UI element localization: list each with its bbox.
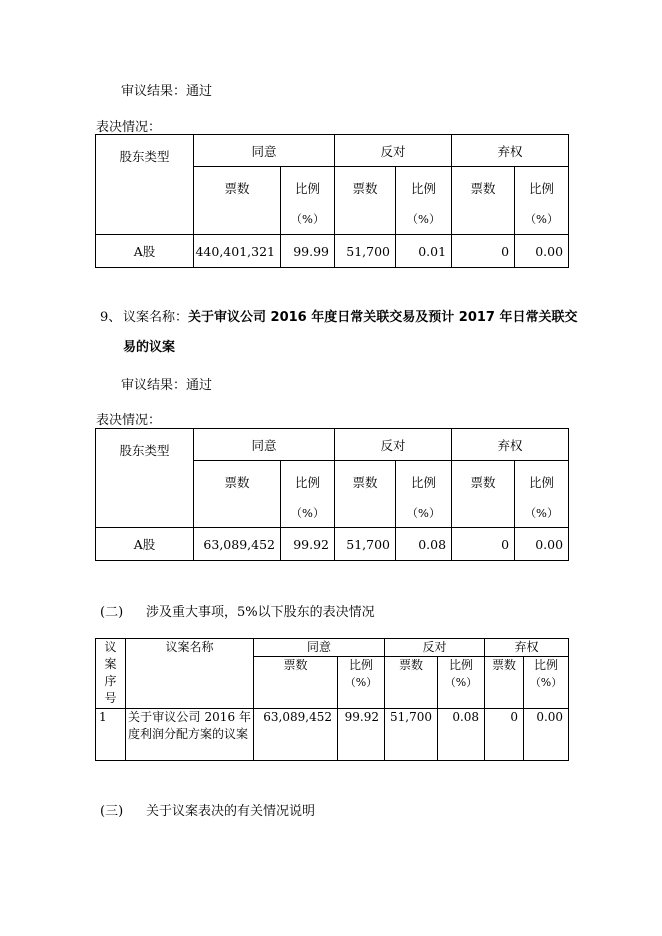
ratio-label: 比例 [411, 181, 437, 196]
section2-number: (二) [100, 605, 124, 620]
header-proposal-no [96, 639, 126, 709]
cell-abstain-ratio: 0.00 [524, 709, 569, 761]
cell-proposal-no: 1 [96, 709, 126, 761]
header-abstain: 弃权 [485, 639, 569, 657]
header-oppose: 反对 [335, 429, 452, 461]
result-text-2: 审议结果：通过 [121, 378, 213, 393]
item-title-line1 [123, 306, 577, 325]
pct-label: （%） [406, 506, 441, 520]
header-ratio [281, 461, 335, 528]
vote-label-1: 表决情况： [96, 120, 162, 135]
cell-agree-votes: 440,401,321 [194, 235, 281, 268]
header-abstain: 弃权 [452, 429, 569, 461]
header-votes: 票数 [485, 657, 524, 709]
cell-agree-ratio: 99.92 [281, 528, 335, 561]
cell-abstain-ratio: 0.00 [515, 235, 569, 268]
ratio-label: 比例 [529, 475, 555, 490]
item-title-text: 关于审议公司 2016 年度日常关联交易及预计 2017 年日常关联交 [188, 310, 578, 325]
vote-label-2: 表决情况： [96, 413, 162, 428]
header-ratio [338, 657, 385, 709]
item-title-line2: 易的议案 [123, 340, 176, 355]
cell-abstain-ratio: 0.00 [515, 528, 569, 561]
pct-label: （%） [524, 212, 559, 226]
result-text-1: 审议结果：通过 [121, 84, 213, 99]
pct-label: （%） [524, 506, 559, 520]
cell-type: A股 [96, 528, 194, 561]
header-votes: 票数 [254, 657, 338, 709]
header-ratio [524, 657, 569, 709]
cell-oppose-ratio: 0.08 [438, 709, 485, 761]
cell-proposal-name: 关于审议公司 2016 年度利润分配方案的议案 [126, 709, 254, 761]
header-agree: 同意 [194, 135, 335, 167]
header-ratio [396, 167, 452, 235]
cell-oppose-votes: 51,700 [385, 709, 438, 761]
table-row [96, 528, 569, 561]
cell-oppose-ratio: 0.01 [396, 235, 452, 268]
section2-title: 涉及重大事项，5%以下股东的表决情况 [146, 605, 375, 620]
item-number: 9、 [100, 310, 122, 325]
cell-oppose-votes: 51,700 [335, 528, 396, 561]
ratio-label: 比例 [295, 181, 321, 196]
header-shareholder-type: 股东类型 [96, 429, 194, 528]
pct-label: （%） [444, 676, 478, 689]
ratio-label: 比例 [529, 181, 555, 196]
header-oppose: 反对 [385, 639, 485, 657]
cell-agree-votes: 63,089,452 [254, 709, 338, 761]
header-proposal-no-text: 议案序号 [104, 640, 117, 705]
ratio-label: 比例 [349, 658, 374, 672]
cell-abstain-votes: 0 [485, 709, 524, 761]
vote-table-2 [95, 428, 569, 561]
header-ratio [515, 461, 569, 528]
header-ratio [515, 167, 569, 235]
section3-title: 关于议案表决的有关情况说明 [146, 804, 316, 819]
header-votes: 票数 [194, 167, 281, 235]
table-row [96, 235, 569, 268]
cell-oppose-votes: 51,700 [335, 235, 396, 268]
section3-number: (三) [100, 804, 124, 819]
header-votes: 票数 [385, 657, 438, 709]
header-votes: 票数 [452, 461, 515, 528]
header-ratio [396, 461, 452, 528]
header-votes: 票数 [335, 167, 396, 235]
ratio-label: 比例 [411, 475, 437, 490]
header-oppose: 反对 [335, 135, 452, 167]
vote-table-1 [95, 134, 569, 268]
vote-table-3 [95, 638, 569, 761]
ratio-label: 比例 [449, 658, 474, 672]
header-votes: 票数 [335, 461, 396, 528]
table-row [96, 709, 569, 761]
pct-label: （%） [529, 676, 563, 689]
header-proposal-name: 议案名称 [126, 639, 254, 709]
pct-label: （%） [344, 676, 378, 689]
pct-label: （%） [290, 506, 325, 520]
header-ratio [281, 167, 335, 235]
cell-agree-ratio: 99.92 [338, 709, 385, 761]
cell-abstain-votes: 0 [452, 528, 515, 561]
cell-abstain-votes: 0 [452, 235, 515, 268]
cell-agree-votes: 63,089,452 [194, 528, 281, 561]
header-votes: 票数 [194, 461, 281, 528]
pct-label: （%） [290, 212, 325, 226]
header-ratio [438, 657, 485, 709]
header-agree: 同意 [194, 429, 335, 461]
header-votes: 票数 [452, 167, 515, 235]
header-shareholder-type: 股东类型 [96, 135, 194, 235]
ratio-label: 比例 [295, 475, 321, 490]
pct-label: （%） [406, 212, 441, 226]
header-abstain: 弃权 [452, 135, 569, 167]
cell-oppose-ratio: 0.08 [396, 528, 452, 561]
item-title-label: 议案名称： [123, 310, 189, 325]
cell-type: A股 [96, 235, 194, 268]
cell-agree-ratio: 99.99 [281, 235, 335, 268]
header-agree: 同意 [254, 639, 385, 657]
ratio-label: 比例 [534, 658, 559, 672]
